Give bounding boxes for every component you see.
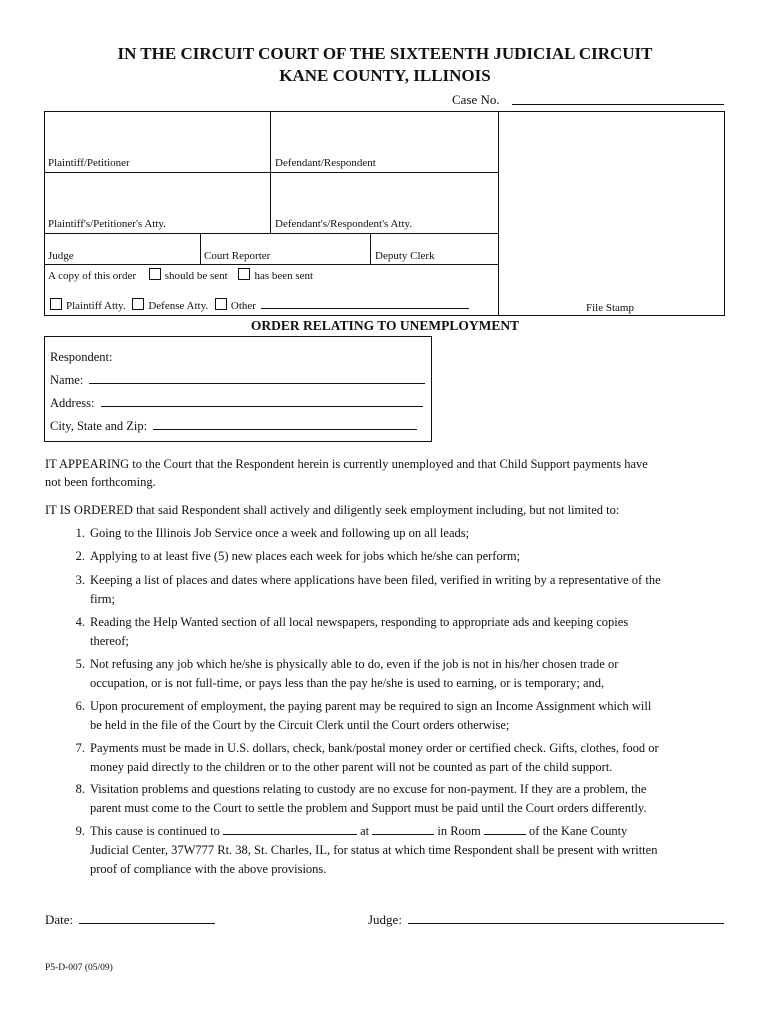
judge-label: Judge — [48, 250, 74, 262]
case-no-label: Case No. — [452, 92, 500, 107]
item-text-cont: be held in the file of the Court by the Circuit Clerk until the Court orders otherwise; — [90, 718, 510, 732]
divider — [44, 233, 498, 234]
divider — [370, 233, 371, 264]
other-chk-label: Other — [230, 300, 256, 312]
should-be-sent-checkbox[interactable] — [149, 268, 161, 280]
order-title: ORDER RELATING TO UNEMPLOYMENT — [250, 318, 520, 333]
case-no-field[interactable] — [512, 104, 724, 105]
item-text: Reading the Help Wanted section of all local newspapers, responding to appropriate ads and keeping copies — [90, 615, 629, 629]
divider — [200, 233, 201, 264]
item-text: Visitation problems and questions relating to custody are no excuse for non-payment. If they are a problem, the — [90, 782, 647, 796]
defendant-atty-label: Defendant's/Respondent's Atty. — [275, 218, 413, 230]
divider — [498, 111, 499, 315]
judge-sign-row — [368, 912, 724, 928]
item-number: 4. — [75, 615, 85, 629]
item-text: Payments must be made in U.S. dollars, check, bank/postal money order or certified check. Gifts, clothes, food or — [90, 741, 659, 755]
item-text-cont: thereof; — [90, 634, 129, 648]
has-been-sent-checkbox[interactable] — [238, 268, 250, 280]
item-text-cont: parent must come to the Court to settle the problem and Support must be paid until the Court orders differently. — [90, 801, 647, 815]
other-checkbox[interactable] — [215, 298, 227, 310]
deputy-clerk-label: Deputy Clerk — [375, 250, 435, 262]
has-been-sent-label: has been sent — [254, 270, 314, 282]
city-field[interactable] — [153, 429, 417, 430]
name-label: Name: — [50, 373, 84, 387]
room-field[interactable] — [484, 834, 526, 835]
name-row — [50, 373, 425, 388]
date-row — [45, 912, 215, 928]
date-label: Date: — [45, 912, 74, 927]
item-number: 2. — [75, 549, 85, 563]
item9-county-text: of the Kane County — [529, 824, 628, 838]
city-label: City, State and Zip: — [50, 419, 148, 433]
judge-sign-label: Judge: — [368, 912, 402, 927]
item9-line-3: proof of compliance with the above provisions. — [90, 862, 327, 876]
item-number: 5. — [75, 657, 85, 671]
file-stamp-label: File Stamp — [586, 302, 634, 314]
item-text-cont: money paid directly to the children or to the other parent will not be counted as part of the child support. — [90, 760, 613, 774]
judge-signature-field[interactable] — [408, 923, 724, 924]
address-label: Address: — [50, 396, 95, 410]
item-text-cont: occupation, or is not full-time, or pays less than the pay he/she is used to earning, or is temporary; and, — [90, 676, 605, 690]
item-number: 3. — [75, 573, 85, 587]
item-text: Going to the Illinois Job Service once a week and following up on all leads; — [90, 526, 470, 540]
defendant-label: Defendant/Respondent — [275, 157, 376, 169]
court-heading: IN THE CIRCUIT COURT OF THE SIXTEENTH JUDICIAL CIRCUIT — [117, 44, 653, 63]
should-be-sent-label: should be sent — [164, 270, 228, 282]
ordered-line: IT IS ORDERED that said Respondent shall actively and diligently seek employment including, but not limited to: — [45, 503, 620, 517]
item-text: Not refusing any job which he/she is physically able to do, even if the job is not in his/her chosen trade or — [90, 657, 619, 671]
item9-continued-text: This cause is continued to — [90, 824, 220, 838]
plaintiff-atty-label: Plaintiff's/Petitioner's Atty. — [48, 218, 166, 230]
divider — [44, 264, 498, 265]
copy-label: A copy of this order — [48, 270, 136, 282]
appearing-line-2: not been forthcoming. — [45, 475, 156, 489]
continued-date-field[interactable] — [223, 834, 357, 835]
respondent-heading: Respondent: — [50, 350, 113, 364]
item-number: 9. — [75, 824, 85, 838]
item-text: Keeping a list of places and dates where applications have been filed, verified in writing by a representative of the — [90, 573, 661, 587]
plaintiff-atty-chk-label: Plaintiff Atty. — [66, 300, 126, 312]
address-row — [50, 396, 423, 411]
item9-room-text: in Room — [437, 824, 481, 838]
item-number: 8. — [75, 782, 85, 796]
appearing-line-1: IT APPEARING to the Court that the Respondent herein is currently unemployed and that Child Support payments have — [45, 457, 648, 471]
defense-atty-chk-label: Defense Atty. — [148, 300, 209, 312]
item-text: Upon procurement of employment, the paying parent may be required to sign an Income Assignment which will — [90, 699, 652, 713]
continued-time-field[interactable] — [372, 834, 434, 835]
item-text-cont: firm; — [90, 592, 115, 606]
item-text: Applying to at least five (5) new places each week for jobs which he/she can perform; — [90, 549, 521, 563]
county-heading: KANE COUNTY, ILLINOIS — [279, 66, 491, 85]
item-number: 1. — [75, 526, 85, 540]
item-number: 6. — [75, 699, 85, 713]
date-field[interactable] — [79, 923, 215, 924]
court-reporter-label: Court Reporter — [204, 250, 271, 262]
city-row — [50, 419, 417, 434]
item9-line-2: Judicial Center, 37W777 Rt. 38, St. Charles, IL, for status at which time Respondent shall be present with written — [90, 843, 658, 857]
caption-box — [44, 111, 725, 316]
item9-line-1 — [90, 822, 730, 841]
name-field[interactable] — [89, 383, 425, 384]
item9-at-text: at — [360, 824, 370, 838]
address-field[interactable] — [101, 406, 423, 407]
defense-atty-checkbox[interactable] — [132, 298, 144, 310]
other-field[interactable] — [261, 308, 469, 309]
form-number: P5-D-007 (05/09) — [45, 963, 113, 973]
item-number: 7. — [75, 741, 85, 755]
recipients-row — [50, 298, 469, 312]
copy-row — [48, 268, 313, 282]
plaintiff-label: Plaintiff/Petitioner — [48, 157, 130, 169]
plaintiff-atty-checkbox[interactable] — [50, 298, 62, 310]
divider — [44, 172, 498, 173]
